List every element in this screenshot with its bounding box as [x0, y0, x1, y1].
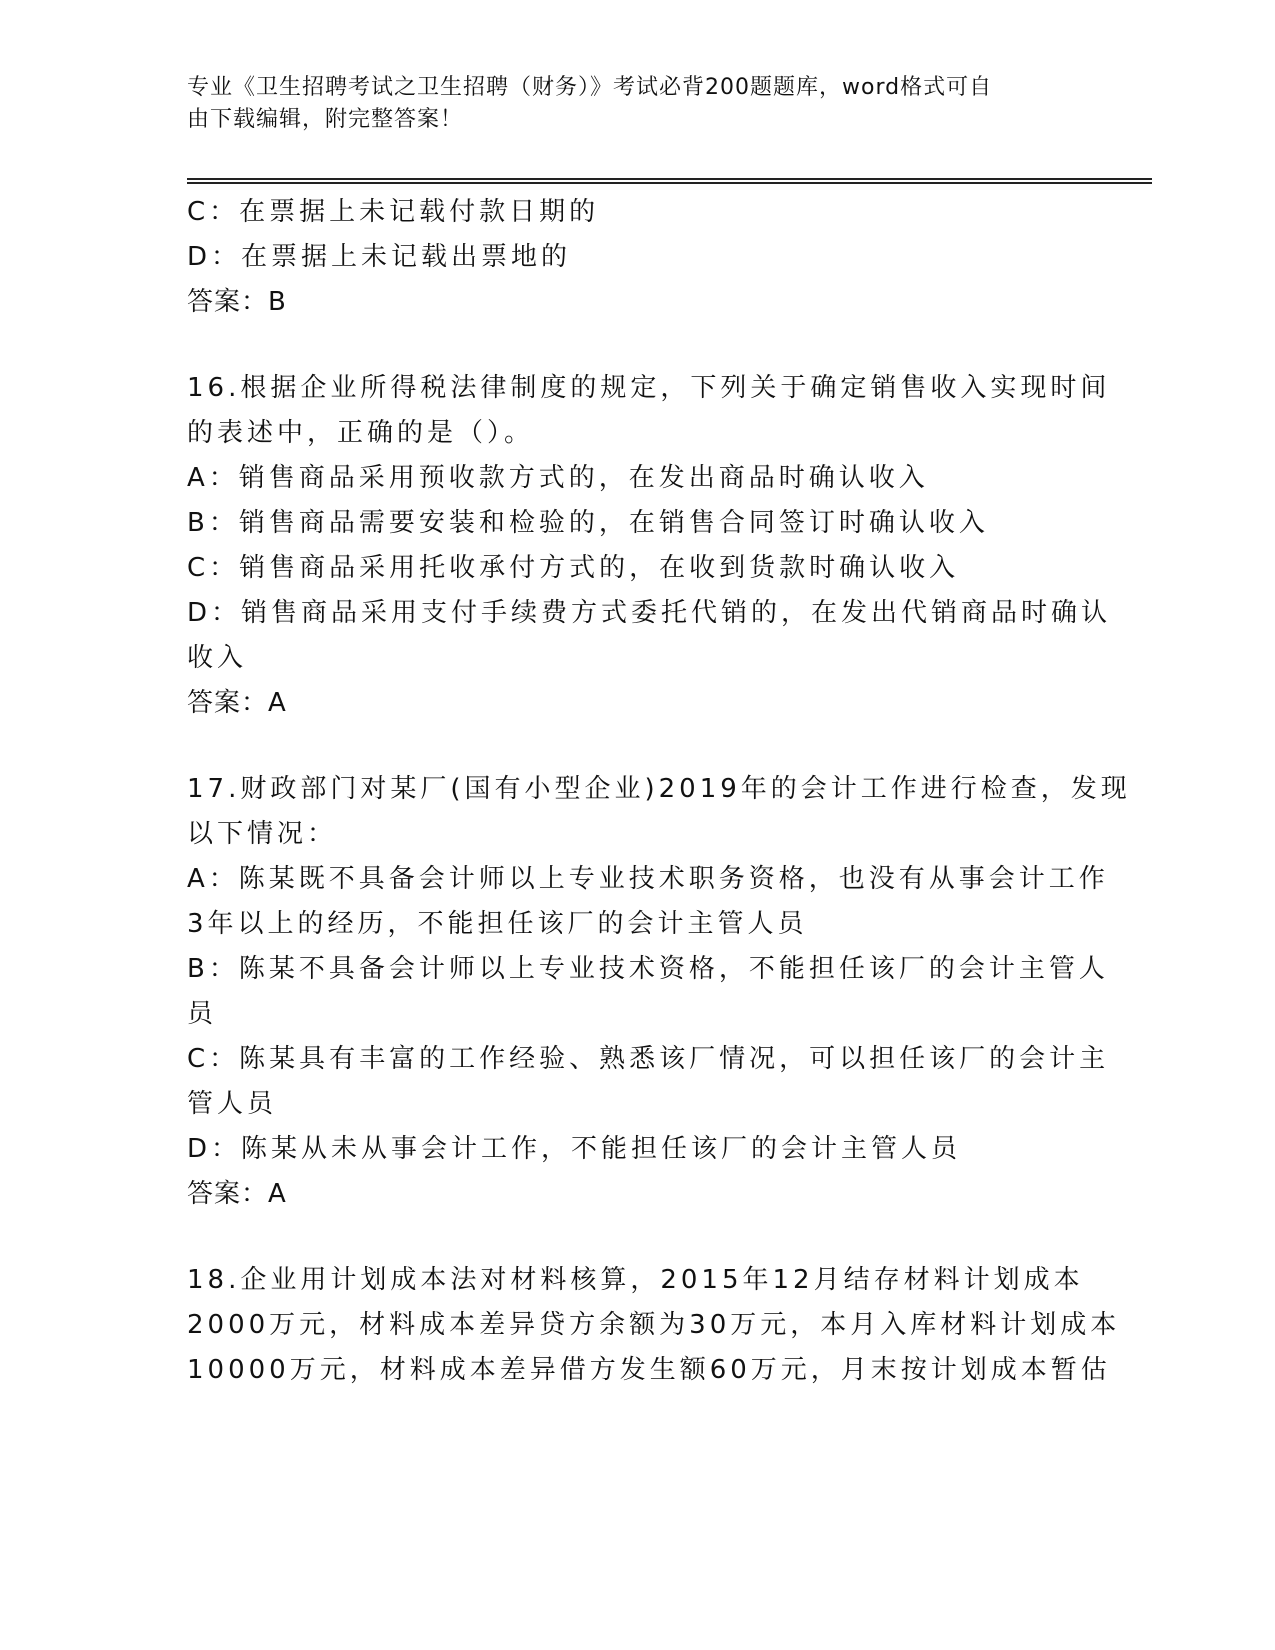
header-line-2: 由下载编辑，附完整答案！: [187, 107, 464, 132]
option-a: A：陈某既不具备会计师以上专业技术职务资格，也没有从事会计工作: [187, 864, 1109, 894]
question-stem-line: 以下情况：: [187, 819, 338, 849]
option-b: B：陈某不具备会计师以上专业技术资格，不能担任该厂的会计主管人: [187, 954, 1109, 984]
header-divider-bottom: [187, 182, 1152, 184]
header-divider-top: [187, 178, 1152, 180]
option-c: C：在票据上未记载付款日期的: [187, 197, 600, 227]
document-header: [187, 72, 1067, 136]
spacer: [187, 726, 1087, 767]
option-d: D：陈某从未从事会计工作，不能担任该厂的会计主管人员: [187, 1134, 962, 1164]
question-stem-line: 17.财政部门对某厂(国有小型企业)2019年的会计工作进行检查，发现: [187, 774, 1131, 804]
question-15-continuation: [187, 190, 1087, 325]
option-c: C：陈某具有丰富的工作经验、熟悉该厂情况，可以担任该厂的会计主: [187, 1044, 1110, 1074]
question-18: [187, 1258, 1121, 1393]
option-d: D：销售商品采用支付手续费方式委托代销的，在发出代销商品时确认: [187, 598, 1112, 628]
option-a: A：销售商品采用预收款方式的，在发出商品时确认收入: [187, 463, 929, 493]
question-stem-line: 18.企业用计划成本法对材料核算，2015年12月结存材料计划成本: [187, 1265, 1084, 1295]
option-b-continued: 员: [187, 999, 218, 1029]
answer-line: 答案：B: [187, 287, 287, 317]
question-16: [187, 366, 1112, 726]
option-b: B：销售商品需要安装和检验的，在销售合同签订时确认收入: [187, 508, 989, 538]
question-stem-line: 2000万元，材料成本差异贷方余额为30万元，本月入库材料计划成本: [187, 1310, 1121, 1340]
header-line-1: 专业《卫生招聘考试之卫生招聘（财务）》考试必背200题题库，word格式可自: [187, 75, 993, 100]
document-body: [187, 190, 1131, 1393]
question-17: [187, 767, 1131, 1217]
question-stem-line: 10000万元，材料成本差异借方发生额60万元，月末按计划成本暂估: [187, 1355, 1111, 1385]
option-a-continued: 3年以上的经历，不能担任该厂的会计主管人员: [187, 909, 808, 939]
option-c: C：销售商品采用托收承付方式的，在收到货款时确认收入: [187, 553, 960, 583]
option-c-continued: 管人员: [187, 1089, 278, 1119]
answer-line: 答案：A: [187, 1179, 287, 1209]
spacer: [187, 325, 1087, 366]
spacer: [187, 1217, 1087, 1258]
option-d: D：在票据上未记载出票地的: [187, 242, 572, 272]
question-stem-line: 16.根据企业所得税法律制度的规定，下列关于确定销售收入实现时间: [187, 373, 1111, 403]
option-d-continued: 收入: [187, 643, 248, 673]
question-stem-line: 的表述中，正确的是（）。: [187, 418, 535, 448]
answer-line: 答案：A: [187, 688, 287, 718]
